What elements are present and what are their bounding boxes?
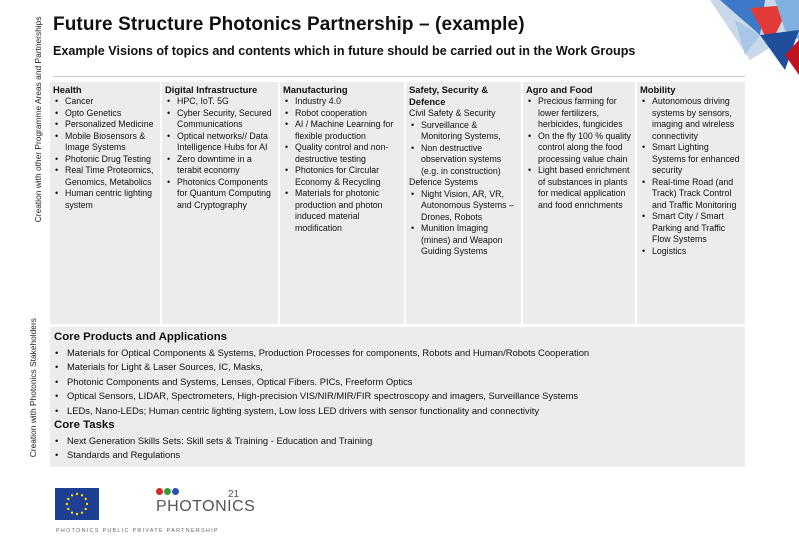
green-dot-icon [164, 488, 171, 495]
page-subtitle: Example Visions of topics and contents which in future should be carried out in the Work Groups [53, 44, 636, 58]
column-heading: Mobility [640, 84, 676, 95]
core-products-panel [50, 327, 745, 467]
list-item: • Next Generation Skills Sets: Skill sets & Training - Education and Training [54, 434, 741, 448]
column-mobility [637, 82, 745, 324]
list-item: • Light based enrichment of substances in plants for medical application and food enrichments [526, 165, 632, 211]
list-item: • Photonics for Circular Economy & Recycling [283, 165, 401, 188]
column-heading: Digital Infrastructure [165, 84, 258, 95]
list-item: • Materials for Optical Components & Systems, Production Processes for components, Robots and Human/Robots Cooperation [54, 346, 741, 360]
list-item: • Photonic Components and Systems, Lenses, Optical Fibers. PICs, Freeform Optics [54, 375, 741, 389]
red-dot-icon [156, 488, 163, 495]
list-item: • LEDs, Nano-LEDs; Human centric lighting system, Low loss LED drivers with sensor functionality and connectivity [54, 404, 741, 418]
work-group-columns [50, 82, 745, 324]
subgroup-label: Civil Safety & Security [409, 108, 496, 118]
list-item: • Industry 4.0 [283, 96, 401, 108]
column-heading: Safety, Security & Defence [409, 84, 489, 107]
list-item: • Autonomous driving systems by sensors, imaging and wireless connectivity [640, 96, 742, 142]
footer-tagline: PHOTONICS PUBLIC PRIVATE PARTNERSHIP [56, 528, 219, 534]
column-heading: Agro and Food [526, 84, 593, 95]
list-item: • Photonics Components for Quantum Computing and Cryptography [165, 177, 275, 212]
side-label-programme-areas: Creation with other Programme Areas and Partnerships [32, 16, 43, 223]
side-label-stakeholders: Creation with Photonics Stakeholders [27, 318, 38, 458]
column-agro-food [523, 82, 635, 324]
column-heading: Manufacturing [283, 84, 348, 95]
logo-word: PHOTONICS [156, 498, 256, 515]
logo-superscript: 21 [228, 489, 240, 500]
list-item: • HPC, IoT. 5G [165, 96, 275, 108]
list-item: • Robot cooperation [283, 108, 401, 120]
column-manufacturing [280, 82, 404, 324]
list-item: • Opto Genetics [53, 108, 157, 120]
list-item: • Real Time Proteomics, Genomics, Metabolics [53, 165, 157, 188]
core-tasks-heading: Core Tasks [54, 419, 115, 432]
column-safety-security-defence [406, 82, 521, 324]
eu-flag-icon [55, 488, 99, 520]
list-item: • Cyber Security, Secured Communications [165, 108, 275, 131]
list-item: • Real-time Road (and Track) Track Control and Traffic Monitoring [640, 177, 742, 212]
column-health [50, 82, 160, 324]
list-item: • Human centric lighting system [53, 188, 157, 211]
list-item: • AI / Machine Learning for flexible production [283, 119, 401, 142]
subgroup-label: Defence Systems [409, 177, 478, 187]
list-item: • Smart City / Smart Parking and Traffic Flow Systems [640, 211, 742, 246]
column-heading: Health [53, 84, 82, 95]
list-item: • Mobile Biosensors & Image Systems [53, 131, 157, 154]
list-item: • Surveillance & Monitoring Systems, [409, 120, 518, 143]
list-item: • Cancer [53, 96, 157, 108]
list-item: • Logistics [640, 246, 742, 258]
list-item: • Zero downtime in a terabit economy [165, 154, 275, 177]
list-item: • Personalized Medicine [53, 119, 157, 131]
corner-triangles-logo [690, 0, 799, 80]
list-item: • Precious farming for lower fertilizers, herbicides, fungicides [526, 96, 632, 131]
list-item: • On the fly 100 % quality control along the food processing value chain [526, 131, 632, 166]
list-item: • Smart Lighting Systems for enhanced security [640, 142, 742, 177]
list-item: • Materials for photonic production and photon induced material modification [283, 188, 401, 234]
core-products-heading: Core Products and Applications [54, 331, 227, 343]
list-item: • Materials for Light & Laser Sources, IC, Masks, [54, 360, 741, 374]
list-item: • Optical networks// Data Intelligence Hubs for AI [165, 131, 275, 154]
list-item: • Munition Imaging (mines) and Weapon Guiding Systems [409, 223, 518, 258]
list-item: • Non destructive observation systems (e.g. in construction) [409, 143, 518, 178]
page-title: Future Structure Photonics Partnership – (example) [53, 14, 525, 35]
list-item: • Night Vision, AR, VR, Autonomous Systems – Drones, Robots [409, 189, 518, 224]
column-digital-infrastructure [162, 82, 278, 324]
list-item: • Optical Sensors, LIDAR, Spectrometers, High-precision VIS/NIR/MIR/FIR spectroscopy and imagers, Surveillance Systems [54, 389, 741, 403]
list-item: • Photonic Drug Testing [53, 154, 157, 166]
header-divider [53, 76, 745, 77]
list-item: • Quality control and non-destructive testing [283, 142, 401, 165]
list-item: • Standards and Regulations [54, 448, 741, 462]
photonics21-logo [156, 489, 256, 516]
blue-dot-icon [172, 488, 179, 495]
